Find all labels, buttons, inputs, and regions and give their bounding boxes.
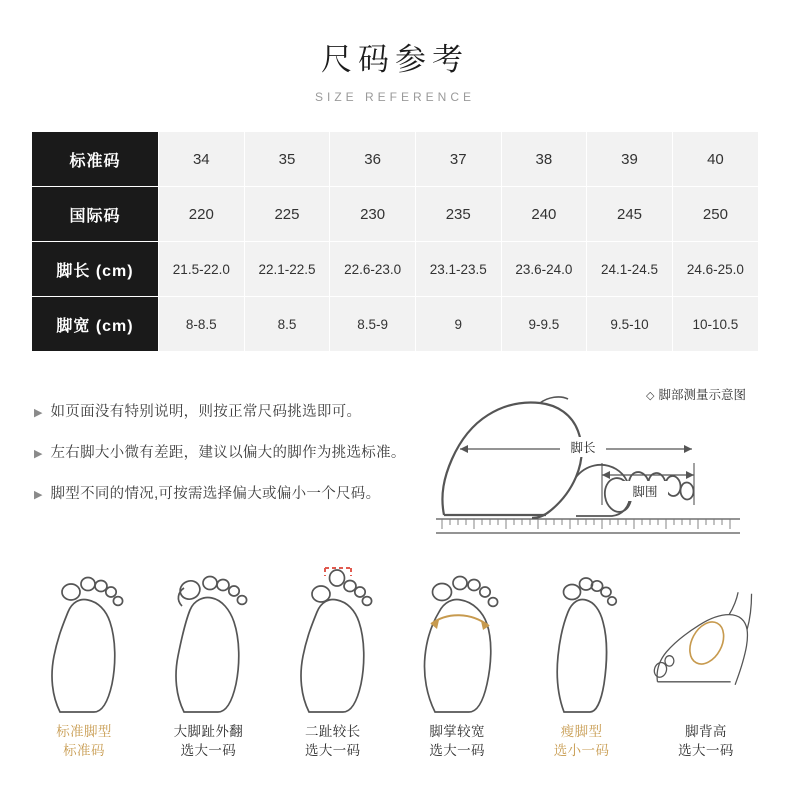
foot-type-line1: 大脚趾外翻 — [173, 724, 244, 739]
table-cell: 34 — [159, 132, 245, 187]
table-cell: 10-10.5 — [672, 297, 758, 352]
table-cell: 37 — [415, 132, 501, 187]
table-cell: 8.5 — [244, 297, 330, 352]
width-label: 脚围 — [632, 485, 658, 499]
foot-measure-diagram — [426, 385, 750, 540]
table-cell: 245 — [587, 187, 673, 242]
foot-illustration-long-second-toe — [277, 556, 389, 716]
foot-type-caption — [28, 722, 140, 760]
foot-type-line2: 选大一码 — [180, 743, 237, 758]
page-header — [0, 0, 790, 104]
table-cell: 22.1-22.5 — [244, 242, 330, 297]
foot-type-line2: 标准码 — [63, 743, 105, 758]
diagram-caption — [646, 385, 746, 403]
table-cell: 9 — [415, 297, 501, 352]
foot-illustration-wide-forefoot — [401, 556, 513, 716]
table-cell: 8.5-9 — [330, 297, 416, 352]
size-table-container — [32, 132, 758, 351]
page-title: 尺码参考 — [321, 42, 469, 77]
table-cell: 240 — [501, 187, 587, 242]
measure-illustration — [426, 385, 750, 535]
bullet-arrow-icon: ▶ — [34, 489, 43, 501]
table-cell: 225 — [244, 187, 330, 242]
bullet-arrow-icon: ▶ — [34, 407, 43, 419]
foot-illustration-narrow — [526, 556, 638, 716]
list-item — [34, 444, 426, 463]
foot-type-narrow — [526, 556, 638, 760]
foot-type-caption — [650, 722, 762, 760]
list-item — [34, 485, 426, 504]
foot-illustration-bunion — [152, 556, 264, 716]
foot-type-line1: 脚背高 — [685, 724, 727, 739]
row-header-standard-size: 标准码 — [32, 132, 159, 187]
foot-type-caption — [401, 722, 513, 760]
table-cell: 23.1-23.5 — [415, 242, 501, 297]
table-row — [32, 297, 758, 352]
foot-type-wide-forefoot — [401, 556, 513, 760]
foot-type-line2: 选大一码 — [429, 743, 485, 758]
foot-type-high-instep — [650, 556, 762, 760]
table-cell: 9.5-10 — [587, 297, 673, 352]
row-header-foot-width: 脚宽 (cm) — [32, 297, 159, 352]
note-text: 左右脚大小微有差距，建议以偏大的脚作为挑选标准。 — [50, 445, 406, 461]
foot-type-long-second-toe — [277, 556, 389, 760]
table-cell: 235 — [415, 187, 501, 242]
foot-type-line1: 瘦脚型 — [560, 724, 603, 739]
foot-type-line1: 标准脚型 — [56, 724, 112, 739]
foot-type-line2: 选大一码 — [678, 743, 734, 758]
table-cell: 21.5-22.0 — [159, 242, 245, 297]
foot-type-caption — [152, 722, 264, 760]
page-subtitle: SIZE REFERENCE — [314, 90, 475, 104]
table-cell: 9-9.5 — [501, 297, 587, 352]
notes-and-diagram — [0, 385, 790, 540]
foot-illustration-high-instep — [650, 556, 762, 716]
length-label: 脚长 — [570, 441, 596, 455]
table-cell: 39 — [587, 132, 673, 187]
table-row — [32, 132, 758, 187]
diamond-icon: ◇ — [646, 390, 655, 402]
table-cell: 22.6-23.0 — [330, 242, 416, 297]
foot-illustration-standard — [28, 556, 140, 716]
foot-type-line1: 二趾较长 — [304, 724, 361, 739]
table-row — [32, 187, 758, 242]
diagram-caption-text: 脚部测量示意图 — [658, 388, 746, 402]
table-cell: 23.6-24.0 — [501, 242, 587, 297]
foot-type-caption — [526, 722, 638, 760]
foot-type-standard — [28, 556, 140, 760]
table-cell: 220 — [159, 187, 245, 242]
table-cell: 230 — [330, 187, 416, 242]
row-header-international-size: 国际码 — [32, 187, 159, 242]
foot-type-line1: 脚掌较宽 — [429, 724, 485, 739]
row-header-foot-length: 脚长 (cm) — [32, 242, 159, 297]
size-reference-table — [32, 132, 758, 351]
list-item — [34, 403, 426, 422]
table-cell: 24.6-25.0 — [672, 242, 758, 297]
foot-type-bunion — [152, 556, 264, 760]
table-cell: 8-8.5 — [159, 297, 245, 352]
table-cell: 250 — [672, 187, 758, 242]
table-cell: 24.1-24.5 — [587, 242, 673, 297]
notes-list — [34, 385, 426, 540]
foot-type-line2: 选大一码 — [304, 743, 361, 758]
foot-type-line2: 选小一码 — [553, 743, 610, 758]
table-cell: 35 — [244, 132, 330, 187]
note-text: 如页面没有特别说明，则按正常尺码挑选即可。 — [50, 404, 362, 420]
table-row — [32, 242, 758, 297]
table-cell: 40 — [672, 132, 758, 187]
table-cell: 36 — [330, 132, 416, 187]
foot-type-gallery — [0, 556, 790, 760]
table-cell: 38 — [501, 132, 587, 187]
bullet-arrow-icon: ▶ — [34, 448, 43, 460]
foot-type-caption — [277, 722, 389, 760]
note-text: 脚型不同的情况,可按需选择偏大或偏小一个尺码。 — [50, 486, 381, 502]
